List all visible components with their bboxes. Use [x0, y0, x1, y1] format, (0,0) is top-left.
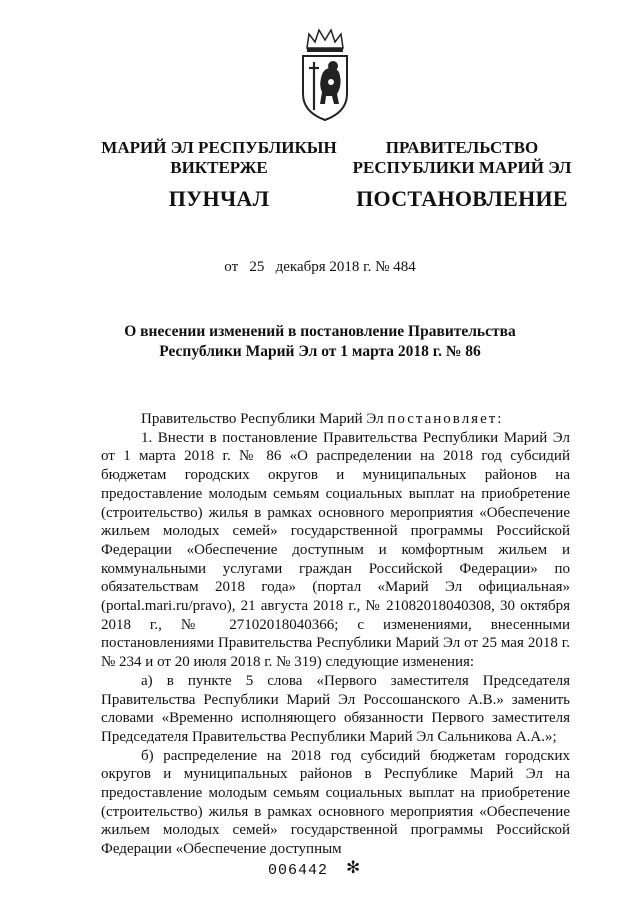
coat-of-arms-emblem: [297, 26, 353, 122]
footer-serial-number: 006442: [268, 862, 329, 879]
title-line1: О внесении изменений в постановление Правительства: [124, 323, 516, 340]
dateline-month-year: декабря 2018 г.: [275, 259, 372, 275]
title-line2: Республики Марий Эл от 1 марта 2018 г. № 86: [159, 343, 481, 360]
header-right-line2: РЕСПУБЛИКИ МАРИЙ ЭЛ: [352, 158, 572, 177]
header-right-line1: ПРАВИТЕЛЬСТВО: [385, 138, 539, 157]
intro-paragraph: [101, 410, 570, 429]
document-title: [100, 322, 540, 362]
intro-spaced-word: постановляет:: [387, 411, 504, 427]
header-left-line1: МАРИЙ ЭЛ РЕСПУБЛИКЫН: [101, 138, 337, 157]
paragraph-b: б) распределение на 2018 год субсидий бюджетам городских округов и муниципальных районов в Республике Марий Эл на предоставление молодым семьям социальных выплат на приобретение (строительство) жилья в рамках основного мероприятия «Обеспечение жильем молодых семей» государственной программы Российской Федерации «Обеспечение доступным: [101, 747, 570, 858]
paragraph-1: 1. Внести в постановление Правительства Республики Марий Эл от 1 марта 2018 г. № 86 «О распределении на 2018 год субсидий бюджетам городских округов и муниципальных районов на предоставление молодым семьям социальных выплат на приобретение (строительство) жилья в рамках основного мероприятия «Обеспечение жильем молодых семей» государственной программы Российской Федерации «Обеспечение доступным и комфортным жильем и коммунальными услугами граждан Российской Федерации» по обязательствам 2018 года» (портал «Марий Эл официальная» (portal.mari.ru/pravo), 21 августа 2018 г., № 21082018040308, 30 октября 2018 г., № 27102018040366; с изменениями, внесенными постановлениями Правительства Республики Марий Эл от 25 мая 2018 г. № 234 и от 20 июля 2018 г. № 319) следующие изменения:: [101, 429, 570, 671]
dateline-prefix: от: [224, 259, 239, 275]
header-right-block: [350, 138, 574, 212]
document-body: [101, 410, 570, 859]
dateline-number: 484: [393, 259, 416, 275]
header-right-doc-type: ПОСТАНОВЛЕНИЕ: [356, 186, 568, 211]
document-dateline: [0, 259, 640, 276]
dateline-day: 25: [249, 259, 265, 275]
dateline-number-sign: №: [375, 259, 390, 275]
intro-text: Правительство Республики Марий Эл: [141, 411, 388, 427]
header-left-line2: ВИКТЕРЖЕ: [170, 158, 268, 177]
header-left-block: [88, 138, 350, 212]
paragraph-a: а) в пункте 5 слова «Первого заместителя Председателя Правительства Республики Марий Эл Россошанского А.В.» заменить словами «Временно исполняющего обязанности Первого заместителя Председателя Правительства Республики Марий Эл Сальникова А.А.»;: [101, 672, 570, 745]
header-left-doc-type: ПУНЧАЛ: [168, 186, 270, 211]
footer-mark-icon: ✻: [346, 858, 361, 877]
